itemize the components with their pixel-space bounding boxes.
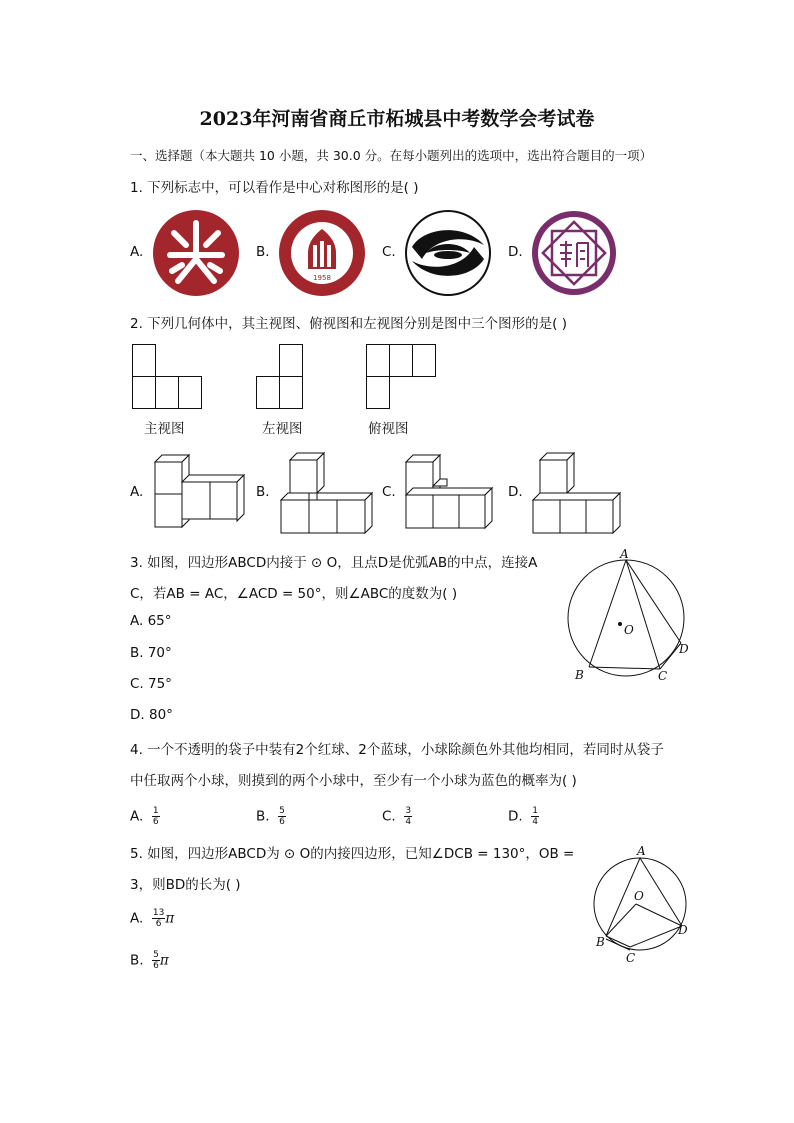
q2-top-view-label: 俯视图 xyxy=(368,421,409,437)
q1-logo-b-year: 1958 xyxy=(313,274,331,282)
q3-point-d: D xyxy=(679,642,689,656)
q2-solid-a xyxy=(152,452,252,532)
q3-option-a: A. 65° xyxy=(130,613,172,629)
q5-line1: 5. 如图，四边形ABCD为 ⊙ O的内接四边形，已知∠DCB = 130°，OB = xyxy=(130,846,575,862)
q5-point-d: D xyxy=(678,923,688,937)
q1-logo-c xyxy=(404,209,492,297)
q3-point-c: C xyxy=(658,669,668,683)
q2-stem: 2. 下列几何体中，其主视图、俯视图和左视图分别是图中三个图形的是( ) xyxy=(130,316,567,332)
q2-option-a-label: A. xyxy=(130,484,144,500)
q2-option-b-label: B. xyxy=(256,484,270,500)
q5-circle-figure xyxy=(590,842,700,966)
q1-option-b-label: B. xyxy=(256,244,270,260)
q3-option-c: C. 75° xyxy=(130,676,172,692)
q2-left-view-label: 左视图 xyxy=(262,421,303,437)
q3-circle-figure xyxy=(560,548,700,688)
q4-option-b: B. $\frac{5}{6}$ xyxy=(256,806,285,827)
q5-point-a: A xyxy=(637,844,646,858)
q2-option-c-label: C. xyxy=(382,484,396,500)
q3-point-o: O xyxy=(624,623,634,637)
q3-point-a: A xyxy=(620,547,629,561)
q4-option-a: A. $\frac{1}{6}$ xyxy=(130,806,159,827)
q5-option-a: A. $\frac{13}{6}$ π xyxy=(130,908,175,929)
page-title: 2023年河南省商丘市柘城县中考数学会考试卷 xyxy=(199,108,595,130)
q1-option-a-label: A. xyxy=(130,244,144,260)
q4-option-c: C. $\frac{3}{4}$ xyxy=(382,806,412,827)
q1-option-c-label: C. xyxy=(382,244,396,260)
q2-top-view xyxy=(366,344,438,410)
q3-option-d: D. 80° xyxy=(130,707,173,723)
q3-option-b: B. 70° xyxy=(130,645,172,661)
q5-point-o: O xyxy=(634,889,644,903)
q5-line2: 3，则BD的长为( ) xyxy=(130,877,241,893)
q3-line1: 3. 如图，四边形ABCD内接于 ⊙ O，且点D是优弧AB的中点，连接A xyxy=(130,555,538,571)
q2-solid-c xyxy=(403,452,503,532)
q2-solid-b xyxy=(278,450,378,534)
q5-point-b: B xyxy=(596,935,605,949)
q1-stem: 1. 下列标志中，可以看作是中心对称图形的是( ) xyxy=(130,180,419,196)
q1-option-d-label: D. xyxy=(508,244,523,260)
section-heading: 一、选择题（本大题共 10 小题，共 30.0 分。在每小题列出的选项中，选出符合题目的一项） xyxy=(130,148,653,163)
q1-logo-b xyxy=(278,209,366,297)
q4-line1: 4. 一个不透明的袋子中装有2个红球、2个蓝球，小球除颜色外其他均相同，若同时从袋子 xyxy=(130,742,664,758)
q3-point-b: B xyxy=(575,668,584,682)
q1-logo-a xyxy=(152,209,240,297)
q5-point-c: C xyxy=(626,951,636,965)
q5-option-b: B. $\frac{5}{6}$ π xyxy=(130,950,169,971)
q2-solid-d xyxy=(530,450,630,534)
q2-left-view xyxy=(256,344,304,410)
q3-line2: C，若AB = AC，∠ACD = 50°，则∠ABC的度数为( ) xyxy=(130,586,458,602)
q4-option-d: D. $\frac{1}{4}$ xyxy=(508,806,539,827)
q1-logo-d xyxy=(530,209,618,297)
q2-front-view xyxy=(132,344,204,410)
q4-line2: 中任取两个小球，则摸到的两个小球中，至少有一个小球为蓝色的概率为( ) xyxy=(130,773,577,789)
q2-front-view-label: 主视图 xyxy=(144,421,185,437)
q2-option-d-label: D. xyxy=(508,484,523,500)
